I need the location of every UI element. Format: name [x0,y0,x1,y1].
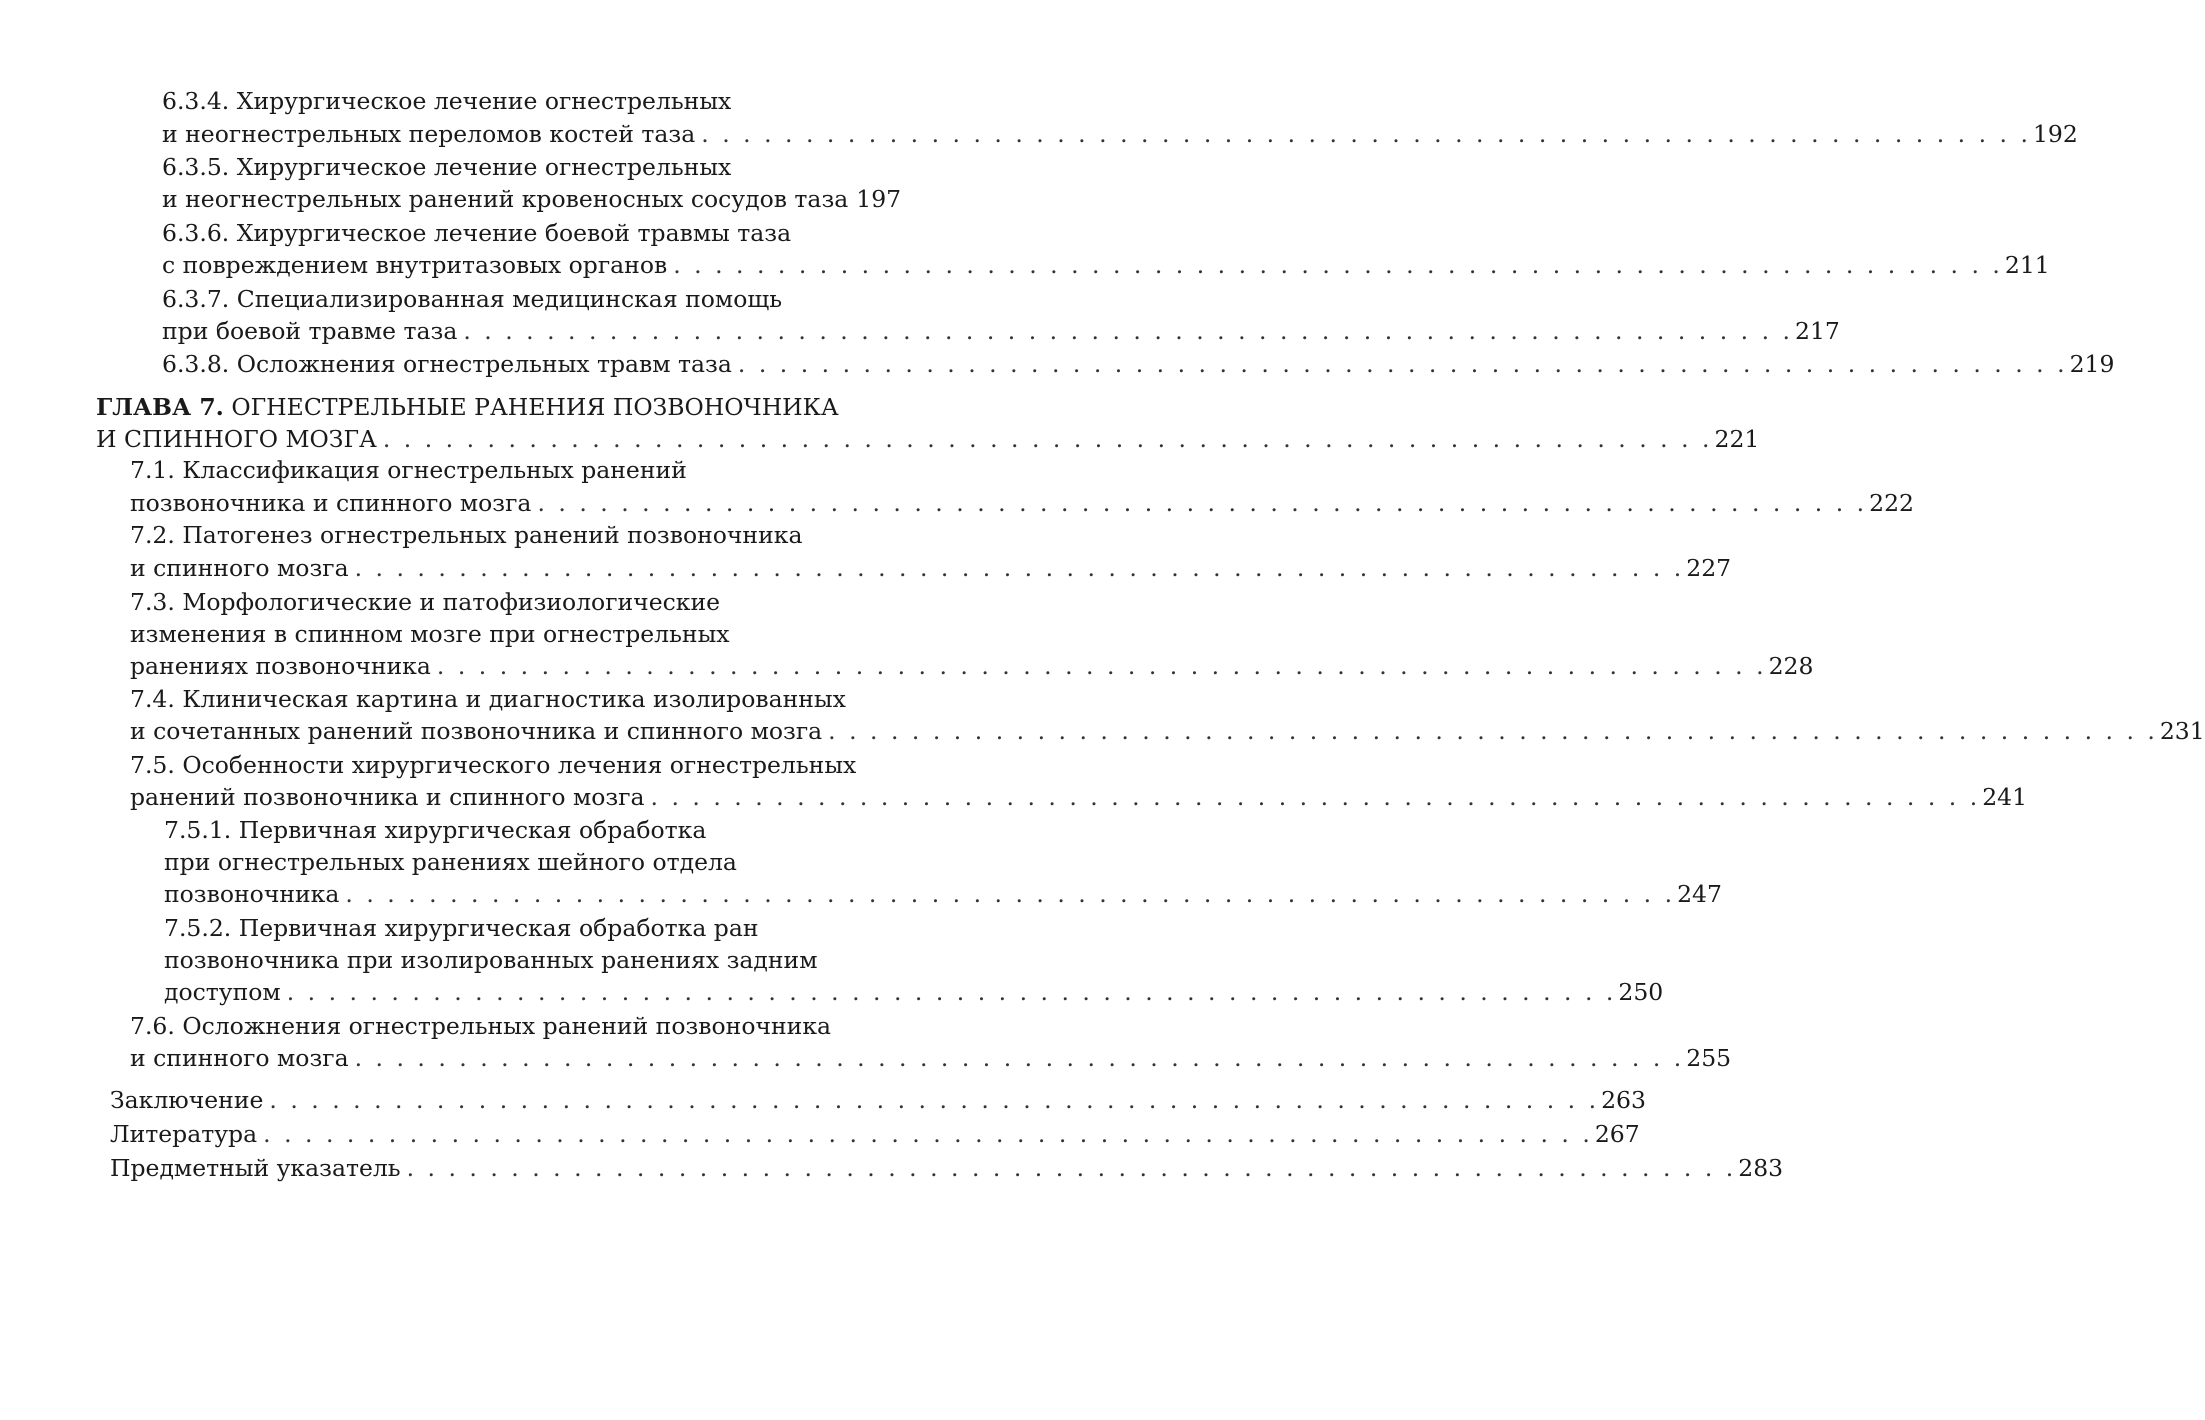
chapter-title: ОГНЕСТРЕЛЬНЫЕ РАНЕНИЯ ПОЗВОНОЧНИКА [231,393,839,421]
page-number: 197 [856,185,902,213]
toc-entry-6-3-5-line1: 6.3.5. Хирургическое лечение огнестрельных [162,153,732,181]
toc-entry-title: с повреждением внутритазовых органов [162,251,668,279]
dot-leader: . . . . . . . . . . . . . . . . . . . . . . . . . . . . . . . . . . . . . . . . . . . . . . . . . . . . . . . . . . . . . . . . [354,1044,1685,1072]
toc-entry-conclusion [110,1083,1646,1117]
dot-leader: . . . . . . . . . . . . . . . . . . . . . . . . . . . . . . . . . . . . . . . . . . . . . . . . . . . . . . . . . . . . . . . . [737,350,2068,378]
page-number: 241 [1982,783,2028,811]
dot-leader: . . . . . . . . . . . . . . . . . . . . . . . . . . . . . . . . . . . . . . . . . . . . . . . . . . . . . . . . . . . . . . . . [828,717,2158,745]
page-number: 217 [1795,317,1840,345]
toc-entry-6-3-4-line1: 6.3.4. Хирургическое лечение огнестрельных [162,87,732,115]
toc-entry-6-3-5-end [162,182,902,216]
toc-entry-7-5-2-line1: 7.5.2. Первичная хирургическая обработка ран [164,914,759,942]
dot-leader: . . . . . . . . . . . . . . . . . . . . . . . . . . . . . . . . . . . . . . . . . . . . . . . . . . . . . . . . . . . . . . . . [673,251,2003,279]
page-number: 250 [1618,978,1664,1006]
page-number: 211 [2004,251,2050,279]
dot-leader: . . . . . . . . . . . . . . . . . . . . . . . . . . . . . . . . . . . . . . . . . . . . . . . . . . . . . . . . . . . . . . . . [345,880,1676,908]
toc-entry-title: и неогнестрельных ранений кровеносных сосудов таза [162,185,849,213]
toc-entry-7-4-line1: 7.4. Клиническая картина и диагностика изолированных [130,685,846,713]
toc-entry-index [110,1151,1784,1185]
toc-entry-6-3-7-end [162,314,1840,348]
toc-entry-title: ранениях позвоночника [130,652,431,680]
toc-entry-7-5-2-line2: позвоночника при изолированных ранениях задним [164,946,818,974]
chapter-label: ГЛАВА 7. [96,393,224,421]
toc-entry-6-3-6-line1: 6.3.6. Хирургическое лечение боевой травмы таза [162,219,792,247]
page-number: 192 [2032,120,2078,148]
page-number: 227 [1686,554,1732,582]
dot-leader: . . . . . . . . . . . . . . . . . . . . . . . . . . . . . . . . . . . . . . . . . . . . . . . . . . . . . . . . . . . . . . . . [406,1154,1737,1182]
toc-entry-7-3-line2: изменения в спинном мозге при огнестрельных [130,620,730,648]
page-number: 283 [1738,1154,1784,1182]
toc-entry-title: позвоночника и спинного мозга [130,489,532,517]
dot-leader: . . . . . . . . . . . . . . . . . . . . . . . . . . . . . . . . . . . . . . . . . . . . . . . . . . . . . . . . . . . . . . . . [354,554,1685,582]
dot-leader: . . . . . . . . . . . . . . . . . . . . . . . . . . . . . . . . . . . . . . . . . . . . . . . . . . . . . . . . . . . . . . . . [701,120,2031,148]
toc-entry-7-1-line1: 7.1. Классификация огнестрельных ранений [130,456,687,484]
toc-entry-7-2-line1: 7.2. Патогенез огнестрельных ранений позвоночника [130,521,803,549]
toc-entry-7-1-end [130,486,1914,520]
dot-leader: . . . . . . . . . . . . . . . . . . . . . . . . . . . . . . . . . . . . . . . . . . . . . . . . . . . . . . . . . . . . . . . . [650,783,1981,811]
page-number: 263 [1601,1086,1646,1114]
chapter-title: И СПИННОГО МОЗГА [96,425,377,453]
toc-entry-title: при боевой травме таза [162,317,458,345]
toc-entry-7-5-1-end [164,877,1722,911]
page-number: 231 [2159,717,2205,745]
toc-entry-title: Предметный указатель [110,1154,401,1182]
toc-entry-7-5-line1: 7.5. Особенности хирургического лечения огнестрельных [130,751,857,779]
dot-leader: . . . . . . . . . . . . . . . . . . . . . . . . . . . . . . . . . . . . . . . . . . . . . . . . . . . . . . . . . . . . . . . . [286,978,1617,1006]
toc-entry-7-3-end [130,649,1814,683]
dot-leader: . . . . . . . . . . . . . . . . . . . . . . . . . . . . . . . . . . . . . . . . . . . . . . . . . . . . . . . . . . . . . . . . [537,489,1868,517]
toc-entry-title: позвоночника [164,880,340,908]
toc-entry-literature [110,1117,1640,1151]
page-number: 222 [1869,489,1914,517]
toc-entry-7-5-1-line2: при огнестрельных ранениях шейного отдела [164,848,737,876]
page-number: 267 [1594,1120,1640,1148]
toc-entry-title: 6.3.8. Осложнения огнестрельных травм таза [162,350,732,378]
toc-entry-6-3-8 [162,347,2115,381]
toc-entry-7-5-1-line1: 7.5.1. Первичная хирургическая обработка [164,816,707,844]
dot-leader: . . . . . . . . . . . . . . . . . . . . . . . . . . . . . . . . . . . . . . . . . . . . . . . . . . . . . . . . . . . . . . . . [382,425,1713,453]
toc-entry-6-3-6-end [162,248,2050,282]
dot-leader: . . . . . . . . . . . . . . . . . . . . . . . . . . . . . . . . . . . . . . . . . . . . . . . . . . . . . . . . . . . . . . . . [463,317,1794,345]
toc-chapter-7-line1 [96,390,886,424]
toc-entry-title: Заключение [110,1086,264,1114]
page-number: 228 [1768,652,1814,680]
page-number: 221 [1714,425,1760,453]
dot-leader: . . . . . . . . . . . . . . . . . . . . . . . . . . . . . . . . . . . . . . . . . . . . . . . . . . . . . . . . . . . . . . . . [269,1086,1600,1114]
toc-entry-title: и спинного мозга [130,554,349,582]
toc-entry-title: доступом [164,978,281,1006]
toc-entry-7-6-line1: 7.6. Осложнения огнестрельных ранений позвоночника [130,1012,832,1040]
toc-entry-7-4-end [130,714,2205,748]
toc-entry-6-3-7-line1: 6.3.7. Специализированная медицинская помощь [162,285,782,313]
toc-entry-7-5-end [130,780,2028,814]
toc-entry-7-2-end [130,551,1732,585]
page-number: 247 [1677,880,1722,908]
toc-entry-title: Литература [110,1120,258,1148]
toc-entry-6-3-4-end [162,117,2078,151]
toc-entry-7-5-2-end [164,975,1664,1009]
page-number: 255 [1686,1044,1732,1072]
page-number: 219 [2069,350,2115,378]
toc-entry-7-6-end [130,1041,1732,1075]
toc-entry-title: ранений позвоночника и спинного мозга [130,783,645,811]
toc-entry-7-3-line1: 7.3. Морфологические и патофизиологические [130,588,721,616]
dot-leader: . . . . . . . . . . . . . . . . . . . . . . . . . . . . . . . . . . . . . . . . . . . . . . . . . . . . . . . . . . . . . . . . [263,1120,1593,1148]
toc-entry-title: и сочетанных ранений позвоночника и спинного мозга [130,717,823,745]
toc-entry-title: и спинного мозга [130,1044,349,1072]
dot-leader: . . . . . . . . . . . . . . . . . . . . . . . . . . . . . . . . . . . . . . . . . . . . . . . . . . . . . . . . . . . . . . . . [436,652,1767,680]
toc-chapter-7-end [96,422,1760,456]
toc-entry-title: и неогнестрельных переломов костей таза [162,120,696,148]
